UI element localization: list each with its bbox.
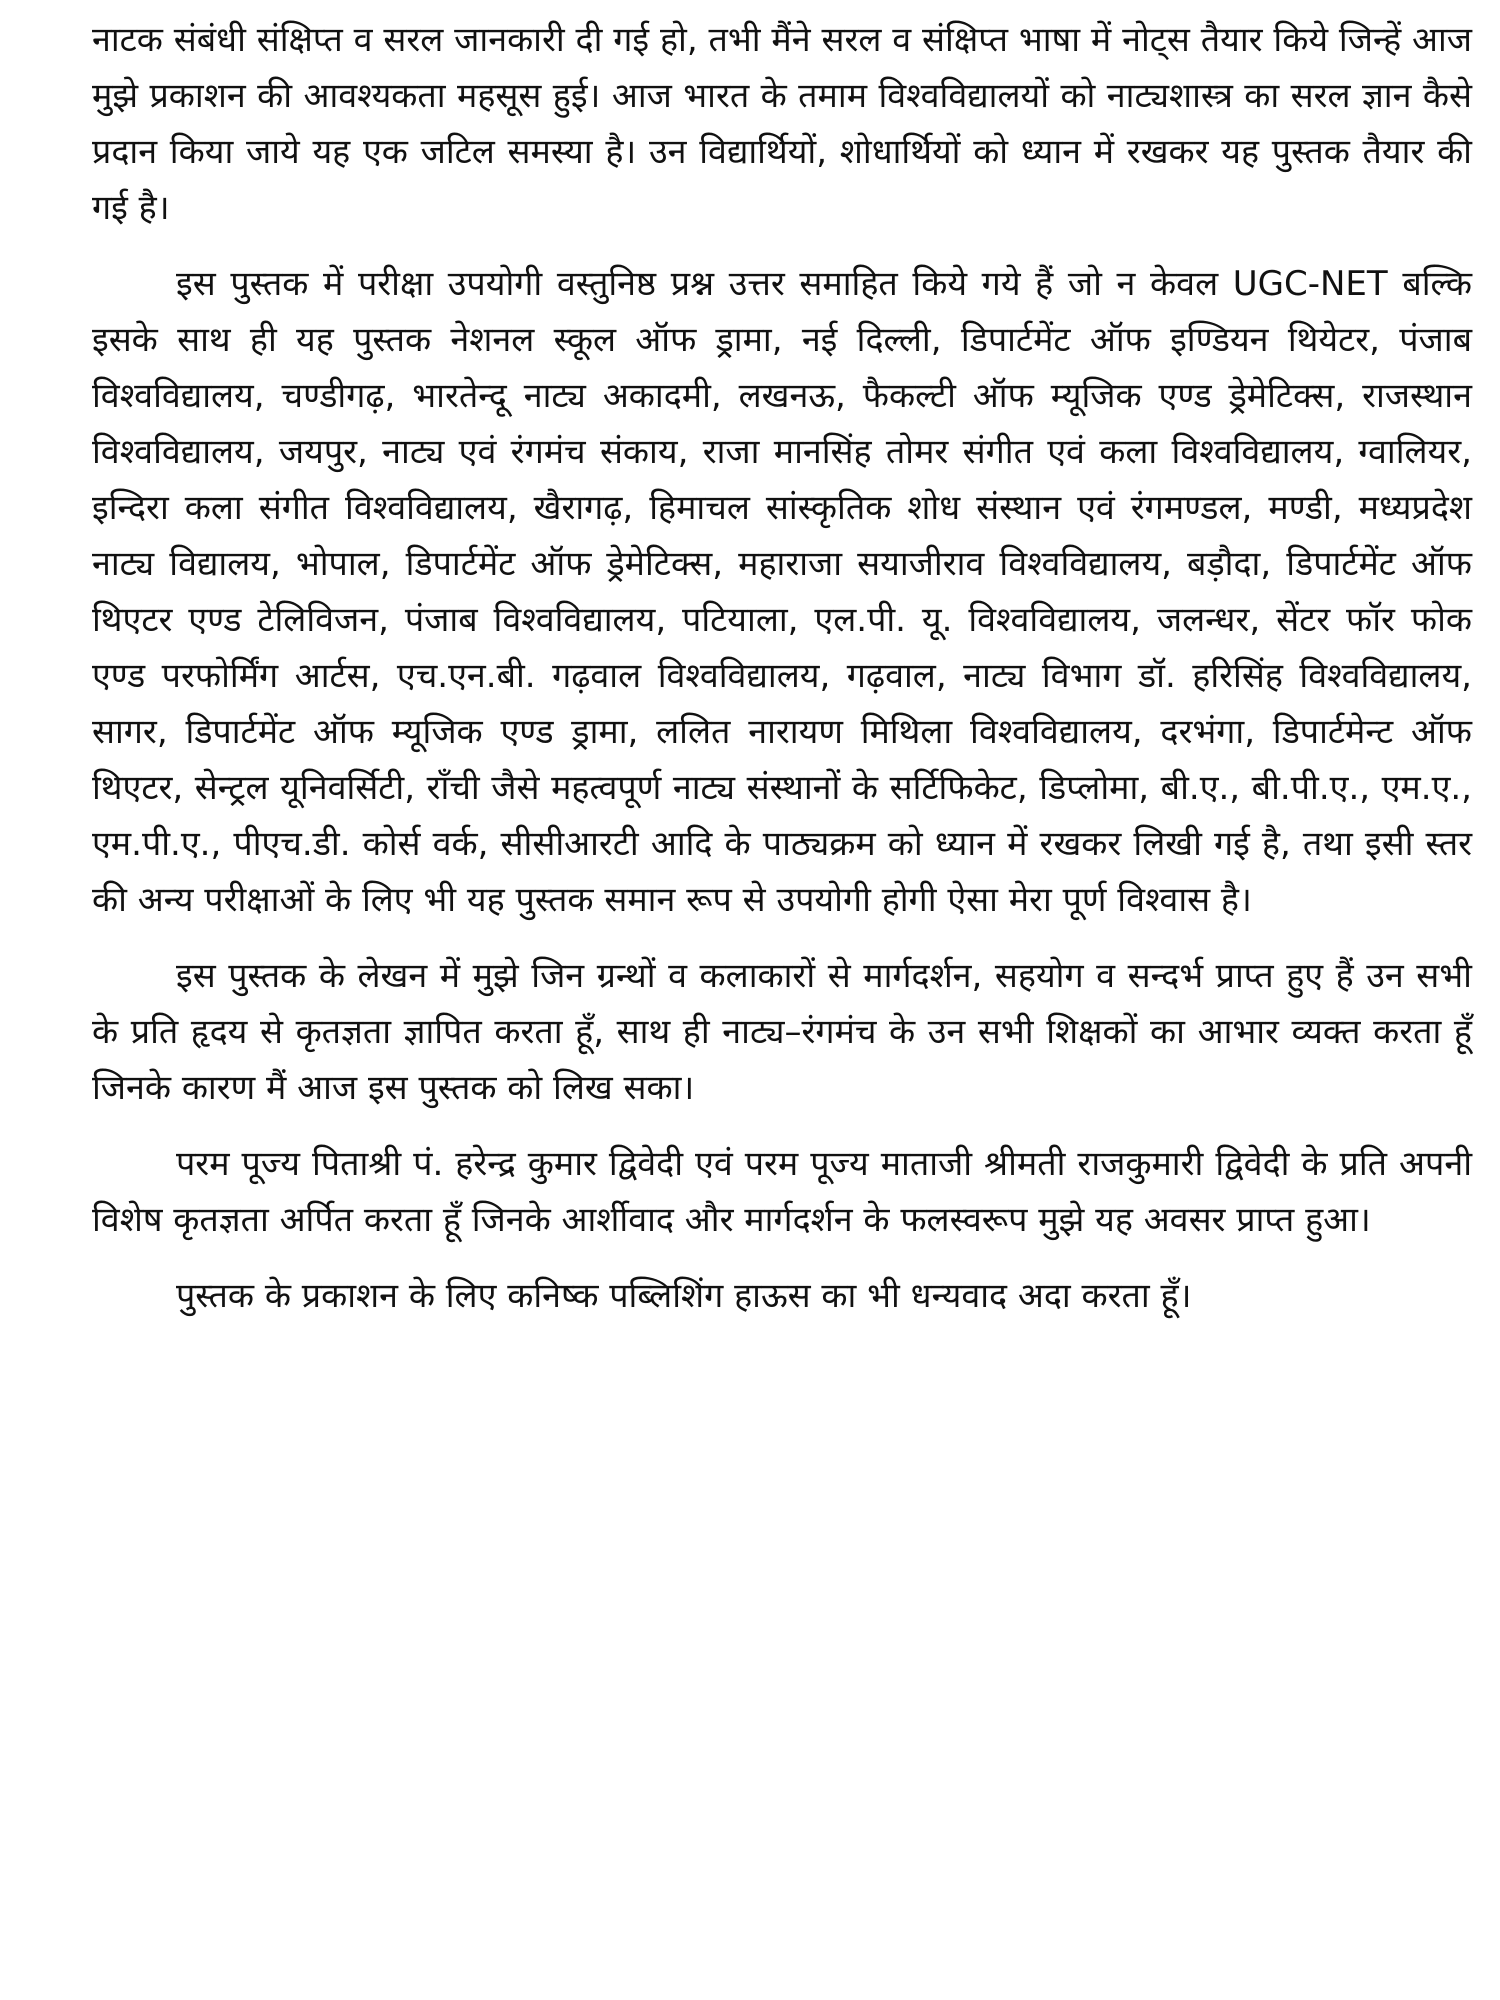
paragraph-acknowledgement-publisher: पुस्तक के प्रकाशन के लिए कनिष्क पब्लिशिंग हाऊस का भी धन्यवाद अदा करता हूँ। <box>176 1276 1192 1316</box>
document-page <box>92 12 1472 1344</box>
paragraph-acknowledgement-guides: इस पुस्तक के लेखन में मुझे जिन ग्रन्थों व कलाकारों से मार्गदर्शन, सहयोग व सन्दर्भ प्राप्त हुए हैं उन सभी के प्रति हृदय से कृतज्ञता ज्ञापित करता हूँ, साथ ही नाट्य–रंगमंच के उन सभी शिक्षकों का आभार व्यक्त करता हूँ जिनके कारण मैं आज इस पुस्तक को लिख सका। <box>92 956 1472 1108</box>
paragraph-intro-continuation: नाटक संबंधी संक्षिप्त व सरल जानकारी दी गई हो, तभी मैंने सरल व संक्षिप्त भाषा में नोट्स तैयार किये जिन्हें आज मुझे प्रकाशन की आवश्यकता महसूस हुई। आज भारत के तमाम विश्वविद्यालयों को नाट्यशास्त्र का सरल ज्ञान कैसे प्रदान किया जाये यह एक जटिल समस्या है। उन विद्यार्थियों, शोधार्थियों को ध्यान में रखकर यह पुस्तक तैयार की गई है। <box>92 20 1472 228</box>
paragraph-book-usefulness: इस पुस्तक में परीक्षा उपयोगी वस्तुनिष्ठ प्रश्न उत्तर समाहित किये गये हैं जो न केवल UGC-NET बल्कि इसके साथ ही यह पुस्तक नेशनल स्कूल ऑफ ड्रामा, नई दिल्ली, डिपार्टमेंट ऑफ इण्डियन थियेटर, पंजाब विश्वविद्यालय, चण्डीगढ़, भारतेन्दू नाट्य अकादमी, लखनऊ, फैकल्टी ऑफ म्यूजिक एण्ड ड्रेमेटिक्स, राजस्थान विश्वविद्यालय, जयपुर, नाट्य एवं रंगमंच संकाय, राजा मानसिंह तोमर संगीत एवं कला विश्वविद्यालय, ग्वालियर, इन्दिरा कला संगीत विश्वविद्यालय, खैरागढ़, हिमाचल सांस्कृतिक शोध संस्थान एवं रंगमण्डल, मण्डी, मध्यप्रदेश नाट्य विद्यालय, भोपाल, डिपार्टमेंट ऑफ ड्रेमेटिक्स, महाराजा सयाजीराव विश्वविद्यालय, बड़ौदा, डिपार्टमेंट ऑफ थिएटर एण्ड टेलिविजन, पंजाब विश्वविद्यालय, पटियाला, एल.पी. यू. विश्वविद्यालय, जलन्धर, सेंटर फॉर फोक एण्ड परफोर्मिंग आर्टस, एच.एन.बी. गढ़वाल विश्वविद्यालय, गढ़वाल, नाट्य विभाग डॉ. हरिसिंह विश्वविद्यालय, सागर, डिपार्टमेंट ऑफ म्यूजिक एण्ड ड्रामा, ललित नारायण मिथिला विश्वविद्यालय, दरभंगा, डिपार्टमेन्ट ऑफ थिएटर, सेन्ट्रल यूनिवर्सिटी, राँची जैसे महत्वपूर्ण नाट्य संस्थानों के सर्टिफिकेट, डिप्लोमा, बी.ए., बी.पी.ए., एम.ए., एम.पी.ए., पीएच.डी. कोर्स वर्क, सीसीआरटी आदि के पाठ्यक्रम को ध्यान में रखकर लिखी गई है, तथा इसी स्तर की अन्य परीक्षाओं के लिए भी यह पुस्तक समान रूप से उपयोगी होगी ऐसा मेरा पूर्ण विश्वास है। <box>92 264 1472 920</box>
paragraph-acknowledgement-parents: परम पूज्य पिताश्री पं. हरेन्द्र कुमार द्विवेदी एवं परम पूज्य माताजी श्रीमती राजकुमारी द्विवेदी के प्रति अपनी विशेष कृतज्ञता अर्पित करता हूँ जिनके आर्शीवाद और मार्गदर्शन के फलस्वरूप मुझे यह अवसर प्राप्त हुआ। <box>92 1144 1472 1240</box>
